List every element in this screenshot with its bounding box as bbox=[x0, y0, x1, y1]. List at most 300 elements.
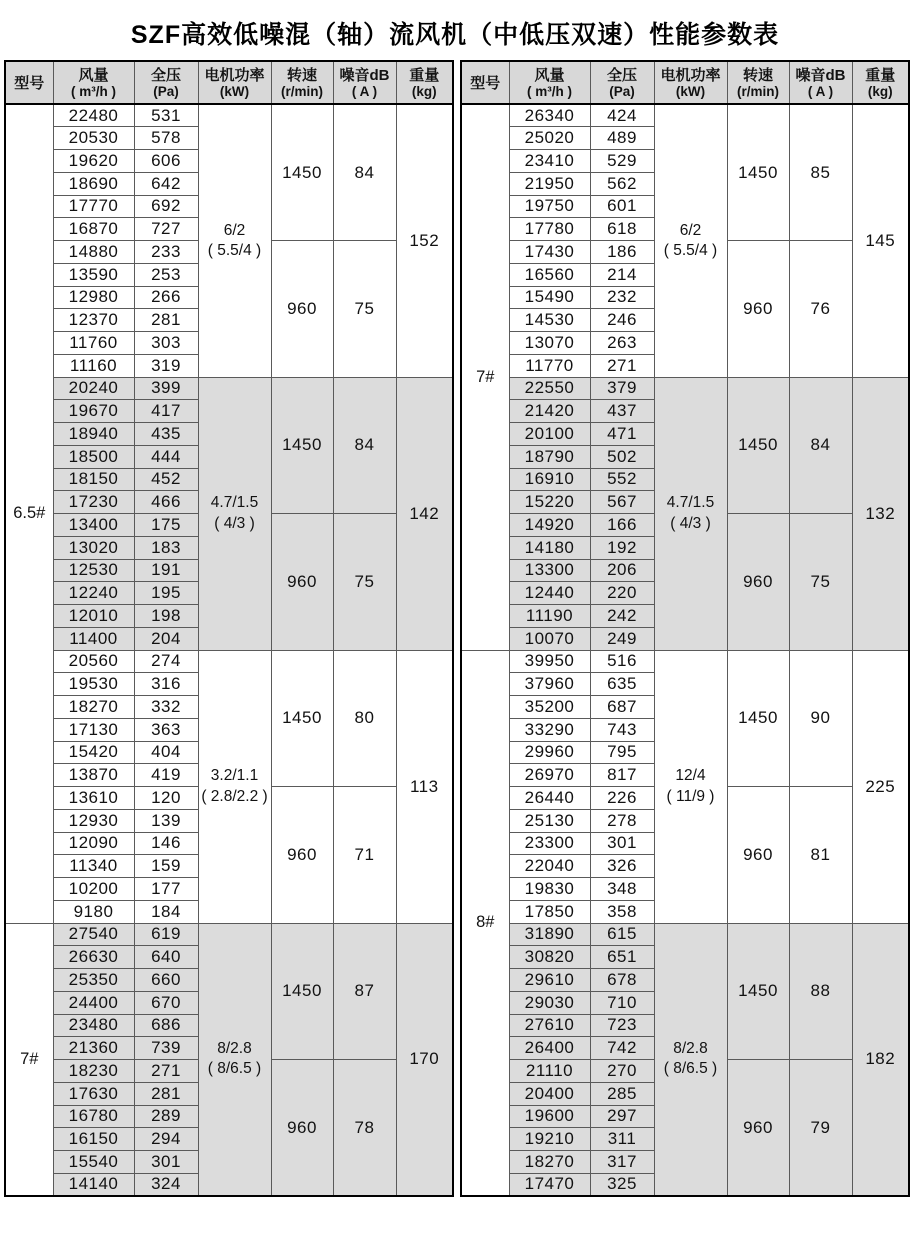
speed-cell: 960 bbox=[271, 241, 333, 378]
pressure-cell: 214 bbox=[590, 263, 654, 286]
motor-power-main: 6/2 bbox=[679, 221, 702, 239]
header-col-unit: ( m³/h ) bbox=[527, 84, 572, 100]
pressure-cell: 166 bbox=[590, 514, 654, 537]
airflow-cell: 27610 bbox=[509, 1014, 590, 1037]
airflow-cell: 26440 bbox=[509, 787, 590, 810]
pressure-cell: 206 bbox=[590, 559, 654, 582]
noise-cell: 81 bbox=[789, 787, 852, 924]
header-col-title: 重量 bbox=[865, 66, 896, 84]
speed-cell: 960 bbox=[727, 1060, 789, 1197]
airflow-cell: 19750 bbox=[509, 195, 590, 218]
pressure-cell: 562 bbox=[590, 172, 654, 195]
header-col-title: 噪音dB bbox=[795, 66, 846, 84]
airflow-cell: 29030 bbox=[509, 991, 590, 1014]
header-col-title: 电机功率 bbox=[204, 66, 265, 84]
pressure-cell: 232 bbox=[590, 286, 654, 309]
table-row bbox=[461, 104, 909, 127]
pressure-cell: 727 bbox=[134, 218, 198, 241]
pressure-cell: 301 bbox=[134, 1151, 198, 1174]
header-col bbox=[789, 61, 852, 104]
airflow-cell: 12010 bbox=[53, 605, 134, 628]
noise-cell: 90 bbox=[789, 650, 852, 787]
header-col-title: 重量 bbox=[409, 66, 440, 84]
motor-power-alt: ( 4/3 ) bbox=[214, 514, 255, 532]
pressure-cell: 281 bbox=[134, 309, 198, 332]
pressure-cell: 195 bbox=[134, 582, 198, 605]
speed-cell: 1450 bbox=[271, 650, 333, 787]
pressure-cell: 739 bbox=[134, 1037, 198, 1060]
airflow-cell: 20240 bbox=[53, 377, 134, 400]
motor-power-main: 3.2/1.1 bbox=[210, 767, 259, 785]
pressure-cell: 686 bbox=[134, 1014, 198, 1037]
speed-cell: 960 bbox=[271, 514, 333, 651]
pressure-cell: 303 bbox=[134, 332, 198, 355]
pressure-cell: 242 bbox=[590, 605, 654, 628]
airflow-cell: 30820 bbox=[509, 946, 590, 969]
airflow-cell: 10070 bbox=[509, 627, 590, 650]
pressure-cell: 159 bbox=[134, 855, 198, 878]
pressure-cell: 606 bbox=[134, 150, 198, 173]
pressure-cell: 270 bbox=[590, 1060, 654, 1083]
noise-cell: 87 bbox=[333, 923, 396, 1060]
speed-cell: 1450 bbox=[727, 377, 789, 514]
noise-cell: 88 bbox=[789, 923, 852, 1060]
airflow-cell: 12090 bbox=[53, 832, 134, 855]
airflow-cell: 12440 bbox=[509, 582, 590, 605]
noise-cell: 84 bbox=[333, 104, 396, 241]
pressure-cell: 297 bbox=[590, 1105, 654, 1128]
airflow-cell: 20560 bbox=[53, 650, 134, 673]
motor-power-cell bbox=[198, 104, 271, 377]
tables-container bbox=[0, 60, 910, 1197]
noise-cell: 75 bbox=[333, 241, 396, 378]
header-col-title: 电机功率 bbox=[660, 66, 721, 84]
pressure-cell: 489 bbox=[590, 127, 654, 150]
table-row bbox=[461, 650, 909, 673]
airflow-cell: 13870 bbox=[53, 764, 134, 787]
airflow-cell: 15540 bbox=[53, 1151, 134, 1174]
pressure-cell: 567 bbox=[590, 491, 654, 514]
pressure-cell: 618 bbox=[590, 218, 654, 241]
pressure-cell: 285 bbox=[590, 1082, 654, 1105]
speed-cell: 960 bbox=[727, 514, 789, 651]
airflow-cell: 25350 bbox=[53, 969, 134, 992]
pressure-cell: 642 bbox=[134, 172, 198, 195]
header-col-unit: (kg) bbox=[411, 84, 437, 100]
airflow-cell: 12370 bbox=[53, 309, 134, 332]
pressure-cell: 274 bbox=[134, 650, 198, 673]
header-col-unit: ( A ) bbox=[807, 84, 834, 100]
pressure-cell: 326 bbox=[590, 855, 654, 878]
pressure-cell: 281 bbox=[134, 1082, 198, 1105]
airflow-cell: 35200 bbox=[509, 696, 590, 719]
airflow-cell: 11340 bbox=[53, 855, 134, 878]
airflow-cell: 18150 bbox=[53, 468, 134, 491]
speed-cell: 960 bbox=[271, 1060, 333, 1197]
pressure-cell: 184 bbox=[134, 900, 198, 923]
motor-power-main: 12/4 bbox=[675, 767, 706, 785]
pressure-cell: 278 bbox=[590, 809, 654, 832]
pressure-cell: 198 bbox=[134, 605, 198, 628]
pressure-cell: 670 bbox=[134, 991, 198, 1014]
airflow-cell: 19530 bbox=[53, 673, 134, 696]
header-col bbox=[590, 61, 654, 104]
airflow-cell: 16870 bbox=[53, 218, 134, 241]
pressure-cell: 177 bbox=[134, 878, 198, 901]
pressure-cell: 271 bbox=[134, 1060, 198, 1083]
pressure-cell: 529 bbox=[590, 150, 654, 173]
pressure-cell: 660 bbox=[134, 969, 198, 992]
header-col bbox=[852, 61, 909, 104]
noise-cell: 75 bbox=[333, 514, 396, 651]
weight-cell: 113 bbox=[396, 650, 453, 923]
pressure-cell: 452 bbox=[134, 468, 198, 491]
header-col bbox=[509, 61, 590, 104]
airflow-cell: 23300 bbox=[509, 832, 590, 855]
motor-power-alt: ( 4/3 ) bbox=[670, 514, 711, 532]
pressure-cell: 651 bbox=[590, 946, 654, 969]
airflow-cell: 15490 bbox=[509, 286, 590, 309]
pressure-cell: 146 bbox=[134, 832, 198, 855]
header-col bbox=[727, 61, 789, 104]
noise-cell: 84 bbox=[333, 377, 396, 514]
pressure-cell: 692 bbox=[134, 195, 198, 218]
model-cell: 6.5# bbox=[5, 104, 53, 923]
airflow-cell: 20100 bbox=[509, 423, 590, 446]
weight-cell: 152 bbox=[396, 104, 453, 377]
airflow-cell: 19830 bbox=[509, 878, 590, 901]
airflow-cell: 17430 bbox=[509, 241, 590, 264]
header-col-title: 噪音dB bbox=[339, 66, 390, 84]
header-col-title: 风量 bbox=[534, 66, 565, 84]
header-col-unit: (Pa) bbox=[153, 84, 179, 100]
pressure-cell: 424 bbox=[590, 104, 654, 127]
header-col-title: 全压 bbox=[150, 66, 181, 84]
pressure-cell: 226 bbox=[590, 787, 654, 810]
motor-power-alt: ( 8/6.5 ) bbox=[663, 1060, 718, 1078]
pressure-cell: 723 bbox=[590, 1014, 654, 1037]
motor-power-cell bbox=[198, 923, 271, 1196]
pressure-cell: 294 bbox=[134, 1128, 198, 1151]
motor-power-cell bbox=[654, 104, 727, 377]
airflow-cell: 10200 bbox=[53, 878, 134, 901]
header-col-unit: (kW) bbox=[219, 84, 250, 100]
speed-cell: 1450 bbox=[727, 923, 789, 1060]
pressure-cell: 502 bbox=[590, 445, 654, 468]
airflow-cell: 18500 bbox=[53, 445, 134, 468]
airflow-cell: 21110 bbox=[509, 1060, 590, 1083]
airflow-cell: 16910 bbox=[509, 468, 590, 491]
pressure-cell: 399 bbox=[134, 377, 198, 400]
pressure-cell: 516 bbox=[590, 650, 654, 673]
airflow-cell: 18690 bbox=[53, 172, 134, 195]
motor-power-alt: ( 2.8/2.2 ) bbox=[201, 787, 268, 805]
airflow-cell: 14180 bbox=[509, 536, 590, 559]
airflow-cell: 31890 bbox=[509, 923, 590, 946]
model-cell: 7# bbox=[5, 923, 53, 1196]
airflow-cell: 14920 bbox=[509, 514, 590, 537]
pressure-cell: 204 bbox=[134, 627, 198, 650]
airflow-cell: 29610 bbox=[509, 969, 590, 992]
pressure-cell: 175 bbox=[134, 514, 198, 537]
airflow-cell: 13400 bbox=[53, 514, 134, 537]
pressure-cell: 619 bbox=[134, 923, 198, 946]
table-row bbox=[5, 650, 453, 673]
pressure-cell: 319 bbox=[134, 354, 198, 377]
airflow-cell: 15220 bbox=[509, 491, 590, 514]
airflow-cell: 19670 bbox=[53, 400, 134, 423]
pressure-cell: 710 bbox=[590, 991, 654, 1014]
airflow-cell: 33290 bbox=[509, 718, 590, 741]
pressure-cell: 289 bbox=[134, 1105, 198, 1128]
airflow-cell: 14530 bbox=[509, 309, 590, 332]
header-col-unit: (r/min) bbox=[737, 84, 779, 100]
table-row bbox=[461, 923, 909, 946]
airflow-cell: 11400 bbox=[53, 627, 134, 650]
airflow-cell: 12980 bbox=[53, 286, 134, 309]
model-cell: 8# bbox=[461, 650, 509, 1196]
airflow-cell: 15420 bbox=[53, 741, 134, 764]
weight-cell: 170 bbox=[396, 923, 453, 1196]
pressure-cell: 795 bbox=[590, 741, 654, 764]
header-col bbox=[396, 61, 453, 104]
pressure-cell: 120 bbox=[134, 787, 198, 810]
pressure-cell: 578 bbox=[134, 127, 198, 150]
airflow-cell: 17630 bbox=[53, 1082, 134, 1105]
airflow-cell: 18790 bbox=[509, 445, 590, 468]
motor-power-alt: ( 5.5/4 ) bbox=[663, 241, 718, 259]
header-col bbox=[333, 61, 396, 104]
airflow-cell: 17850 bbox=[509, 900, 590, 923]
speed-cell: 1450 bbox=[271, 923, 333, 1060]
pressure-cell: 437 bbox=[590, 400, 654, 423]
airflow-cell: 20530 bbox=[53, 127, 134, 150]
noise-cell: 75 bbox=[789, 514, 852, 651]
pressure-cell: 404 bbox=[134, 741, 198, 764]
airflow-cell: 18270 bbox=[53, 696, 134, 719]
pressure-cell: 678 bbox=[590, 969, 654, 992]
airflow-cell: 13070 bbox=[509, 332, 590, 355]
header-col bbox=[198, 61, 271, 104]
airflow-cell: 22480 bbox=[53, 104, 134, 127]
motor-power-cell bbox=[198, 650, 271, 923]
airflow-cell: 39950 bbox=[509, 650, 590, 673]
motor-power-alt: ( 5.5/4 ) bbox=[207, 241, 262, 259]
airflow-cell: 21420 bbox=[509, 400, 590, 423]
pressure-cell: 220 bbox=[590, 582, 654, 605]
pressure-cell: 233 bbox=[134, 241, 198, 264]
airflow-cell: 25130 bbox=[509, 809, 590, 832]
motor-power-cell bbox=[654, 923, 727, 1196]
table-row bbox=[5, 104, 453, 127]
airflow-cell: 12930 bbox=[53, 809, 134, 832]
speed-cell: 1450 bbox=[271, 377, 333, 514]
speed-cell: 960 bbox=[727, 787, 789, 924]
airflow-cell: 11760 bbox=[53, 332, 134, 355]
pressure-cell: 640 bbox=[134, 946, 198, 969]
airflow-cell: 27540 bbox=[53, 923, 134, 946]
pressure-cell: 363 bbox=[134, 718, 198, 741]
airflow-cell: 17230 bbox=[53, 491, 134, 514]
motor-power-main: 6/2 bbox=[223, 221, 246, 239]
header-col-title: 风量 bbox=[78, 66, 109, 84]
header-col-unit: ( m³/h ) bbox=[71, 84, 116, 100]
airflow-cell: 16150 bbox=[53, 1128, 134, 1151]
noise-cell: 85 bbox=[789, 104, 852, 241]
pressure-cell: 552 bbox=[590, 468, 654, 491]
noise-cell: 84 bbox=[789, 377, 852, 514]
header-col-unit: (kW) bbox=[675, 84, 706, 100]
noise-cell: 78 bbox=[333, 1060, 396, 1197]
pressure-cell: 253 bbox=[134, 263, 198, 286]
airflow-cell: 12240 bbox=[53, 582, 134, 605]
airflow-cell: 19210 bbox=[509, 1128, 590, 1151]
airflow-cell: 13590 bbox=[53, 263, 134, 286]
pressure-cell: 419 bbox=[134, 764, 198, 787]
airflow-cell: 23480 bbox=[53, 1014, 134, 1037]
airflow-cell: 21950 bbox=[509, 172, 590, 195]
speed-cell: 1450 bbox=[271, 104, 333, 241]
model-cell: 7# bbox=[461, 104, 509, 650]
pressure-cell: 192 bbox=[590, 536, 654, 559]
airflow-cell: 14140 bbox=[53, 1173, 134, 1196]
fan-spec-table-right bbox=[460, 60, 910, 1197]
airflow-cell: 22550 bbox=[509, 377, 590, 400]
airflow-cell: 17780 bbox=[509, 218, 590, 241]
pressure-cell: 348 bbox=[590, 878, 654, 901]
header-model: 型号 bbox=[5, 61, 53, 104]
pressure-cell: 531 bbox=[134, 104, 198, 127]
noise-cell: 76 bbox=[789, 241, 852, 378]
pressure-cell: 444 bbox=[134, 445, 198, 468]
pressure-cell: 466 bbox=[134, 491, 198, 514]
airflow-cell: 19600 bbox=[509, 1105, 590, 1128]
motor-power-alt: ( 8/6.5 ) bbox=[207, 1060, 262, 1078]
motor-power-main: 8/2.8 bbox=[673, 1040, 708, 1058]
header-col-unit: ( A ) bbox=[351, 84, 378, 100]
header-model: 型号 bbox=[461, 61, 509, 104]
pressure-cell: 263 bbox=[590, 332, 654, 355]
pressure-cell: 742 bbox=[590, 1037, 654, 1060]
page-title: SZF高效低噪混（轴）流风机（中低压双速）性能参数表 bbox=[130, 21, 780, 49]
header-col-unit: (Pa) bbox=[609, 84, 635, 100]
airflow-cell: 18270 bbox=[509, 1151, 590, 1174]
airflow-cell: 11770 bbox=[509, 354, 590, 377]
header-col-unit: (kg) bbox=[867, 84, 893, 100]
speed-cell: 1450 bbox=[727, 104, 789, 241]
pressure-cell: 635 bbox=[590, 673, 654, 696]
airflow-cell: 25020 bbox=[509, 127, 590, 150]
motor-power-cell bbox=[654, 650, 727, 923]
airflow-cell: 16780 bbox=[53, 1105, 134, 1128]
weight-cell: 225 bbox=[852, 650, 909, 923]
speed-cell: 1450 bbox=[727, 650, 789, 787]
pressure-cell: 379 bbox=[590, 377, 654, 400]
header-col-title: 转速 bbox=[742, 66, 773, 84]
pressure-cell: 316 bbox=[134, 673, 198, 696]
pressure-cell: 743 bbox=[590, 718, 654, 741]
airflow-cell: 18230 bbox=[53, 1060, 134, 1083]
header-col-title: 转速 bbox=[286, 66, 317, 84]
table-row bbox=[5, 923, 453, 946]
airflow-cell: 29960 bbox=[509, 741, 590, 764]
motor-power-cell bbox=[654, 377, 727, 650]
airflow-cell: 9180 bbox=[53, 900, 134, 923]
pressure-cell: 471 bbox=[590, 423, 654, 446]
pressure-cell: 186 bbox=[590, 241, 654, 264]
weight-cell: 142 bbox=[396, 377, 453, 650]
pressure-cell: 358 bbox=[590, 900, 654, 923]
weight-cell: 145 bbox=[852, 104, 909, 377]
airflow-cell: 26340 bbox=[509, 104, 590, 127]
header-col bbox=[53, 61, 134, 104]
airflow-cell: 23410 bbox=[509, 150, 590, 173]
airflow-cell: 17130 bbox=[53, 718, 134, 741]
airflow-cell: 19620 bbox=[53, 150, 134, 173]
noise-cell: 80 bbox=[333, 650, 396, 787]
airflow-cell: 11160 bbox=[53, 354, 134, 377]
pressure-cell: 332 bbox=[134, 696, 198, 719]
airflow-cell: 13020 bbox=[53, 536, 134, 559]
airflow-cell: 17770 bbox=[53, 195, 134, 218]
header-row bbox=[461, 61, 909, 104]
pressure-cell: 271 bbox=[590, 354, 654, 377]
table-row bbox=[461, 377, 909, 400]
motor-power-main: 8/2.8 bbox=[217, 1040, 252, 1058]
airflow-cell: 13610 bbox=[53, 787, 134, 810]
airflow-cell: 22040 bbox=[509, 855, 590, 878]
pressure-cell: 249 bbox=[590, 627, 654, 650]
airflow-cell: 26970 bbox=[509, 764, 590, 787]
pressure-cell: 139 bbox=[134, 809, 198, 832]
fan-spec-table-left bbox=[4, 60, 454, 1197]
airflow-cell: 37960 bbox=[509, 673, 590, 696]
pressure-cell: 687 bbox=[590, 696, 654, 719]
weight-cell: 182 bbox=[852, 923, 909, 1196]
table-row bbox=[5, 377, 453, 400]
header-col bbox=[134, 61, 198, 104]
airflow-cell: 21360 bbox=[53, 1037, 134, 1060]
noise-cell: 71 bbox=[333, 787, 396, 924]
airflow-cell: 18940 bbox=[53, 423, 134, 446]
header-col bbox=[271, 61, 333, 104]
airflow-cell: 13300 bbox=[509, 559, 590, 582]
noise-cell: 79 bbox=[789, 1060, 852, 1197]
motor-power-alt: ( 11/9 ) bbox=[666, 787, 715, 805]
airflow-cell: 12530 bbox=[53, 559, 134, 582]
header-col-title: 全压 bbox=[606, 66, 637, 84]
airflow-cell: 26630 bbox=[53, 946, 134, 969]
pressure-cell: 324 bbox=[134, 1173, 198, 1196]
pressure-cell: 417 bbox=[134, 400, 198, 423]
pressure-cell: 601 bbox=[590, 195, 654, 218]
pressure-cell: 246 bbox=[590, 309, 654, 332]
pressure-cell: 435 bbox=[134, 423, 198, 446]
airflow-cell: 14880 bbox=[53, 241, 134, 264]
airflow-cell: 20400 bbox=[509, 1082, 590, 1105]
airflow-cell: 17470 bbox=[509, 1173, 590, 1196]
weight-cell: 132 bbox=[852, 377, 909, 650]
pressure-cell: 317 bbox=[590, 1151, 654, 1174]
pressure-cell: 183 bbox=[134, 536, 198, 559]
page bbox=[0, 15, 910, 1236]
pressure-cell: 311 bbox=[590, 1128, 654, 1151]
airflow-cell: 11190 bbox=[509, 605, 590, 628]
header-col bbox=[654, 61, 727, 104]
pressure-cell: 615 bbox=[590, 923, 654, 946]
pressure-cell: 817 bbox=[590, 764, 654, 787]
speed-cell: 960 bbox=[271, 787, 333, 924]
